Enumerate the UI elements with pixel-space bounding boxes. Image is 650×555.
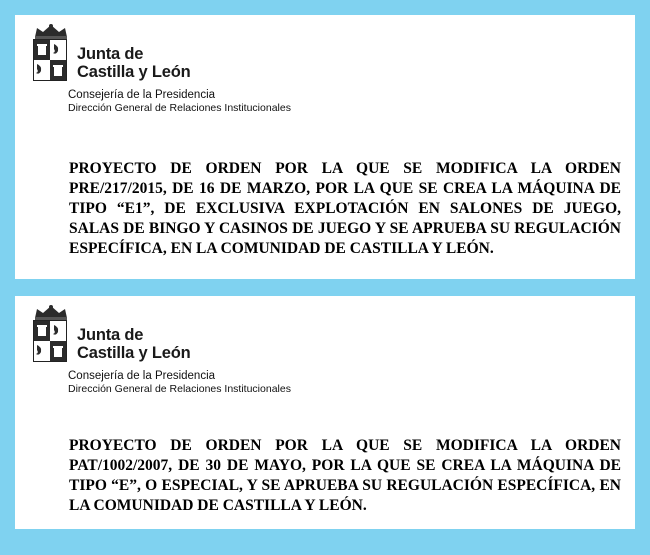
brand-line-2: Castilla y León: [77, 63, 191, 81]
crown-icon: [33, 23, 69, 39]
logo: [33, 304, 213, 366]
logo: [33, 23, 213, 85]
coat-of-arms-icon: [33, 320, 67, 362]
brand-line-1: Junta de: [77, 45, 144, 63]
brand-line-1: Junta de: [77, 326, 144, 344]
department-name: Consejería de la Presidencia: [68, 89, 216, 101]
document-title: PROYECTO DE ORDEN POR LA QUE SE MODIFICA LA ORDEN PAT/1002/2007, DE 30 DE MAYO, POR LA QUE SE CREA LA MÁQUINA DE TIPO “E”, O ESPECIAL, Y SE APRUEBA SU REGULACIÓN ESPECÍFICA, EN LA COMUNIDAD DE CASTILLA Y LEÓN.: [69, 437, 621, 514]
department-name: Consejería de la Presidencia: [68, 370, 216, 382]
crown-icon: [33, 304, 69, 320]
coat-of-arms-icon: [33, 39, 67, 81]
document-card-1: [15, 15, 635, 279]
document-title: PROYECTO DE ORDEN POR LA QUE SE MODIFICA LA ORDEN PRE/217/2015, DE 16 DE MARZO, POR LA QUE SE CREA LA MÁQUINA DE TIPO “E1”, DE EXCLUSIVA EXPLOTACIÓN EN SALONES DE JUEGO, SALAS DE BINGO Y CASINOS DE JUEGO Y SE APRUEBA SU REGULACIÓN ESPECÍFICA, EN LA COMUNIDAD DE CASTILLA Y LEÓN.: [69, 160, 621, 257]
document-card-2: [15, 296, 635, 529]
directorate-name: Dirección General de Relaciones Institucionales: [68, 102, 291, 114]
directorate-name: Dirección General de Relaciones Institucionales: [68, 383, 291, 395]
brand-line-2: Castilla y León: [77, 344, 191, 362]
